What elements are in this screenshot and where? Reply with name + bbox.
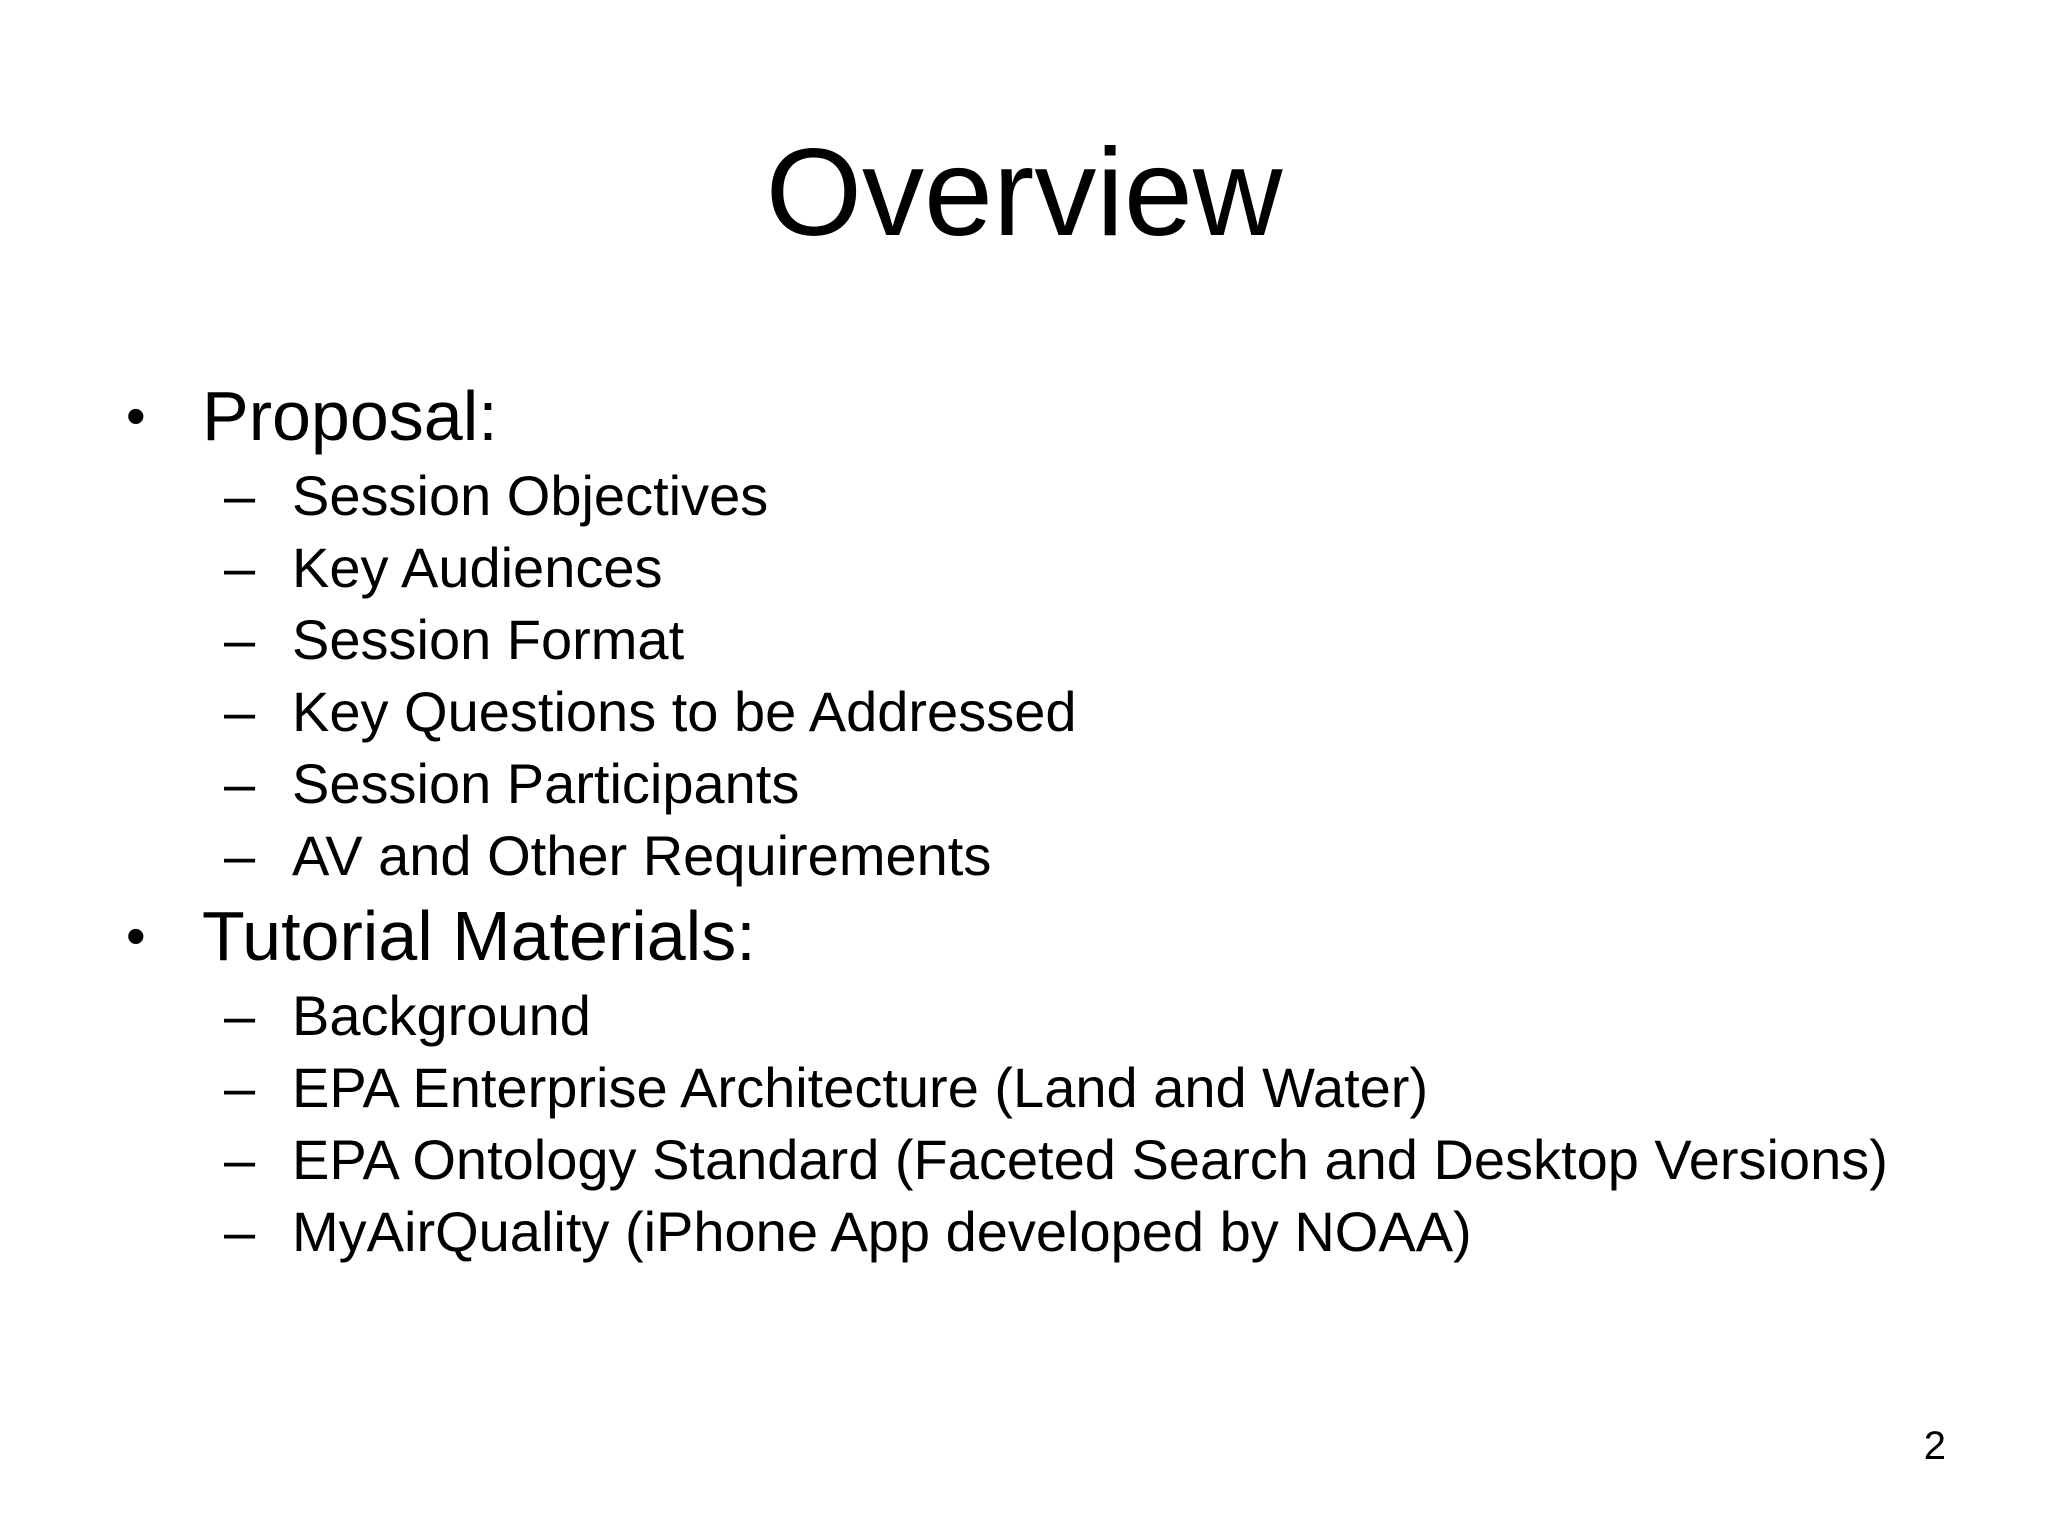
dash-marker: –	[224, 536, 256, 599]
bullet-text: Proposal:	[202, 377, 498, 455]
sub-bullet-text: Session Format	[292, 608, 685, 671]
dash-marker: –	[224, 680, 256, 743]
dash-marker: –	[224, 1128, 256, 1191]
sub-bullet-text: MyAirQuality (iPhone App developed by NOAA)	[292, 1200, 1472, 1263]
sub-bullet-text: Key Questions to be Addressed	[292, 680, 1077, 743]
dash-marker: –	[224, 1200, 256, 1263]
sub-bullet-text: Session Participants	[292, 752, 800, 815]
bullet-marker: •	[126, 904, 146, 967]
slide-title: Overview	[765, 124, 1283, 262]
dash-marker: –	[224, 608, 256, 671]
dash-marker: –	[224, 824, 256, 887]
sub-bullet-text: Background	[292, 984, 591, 1047]
page-number: 2	[1923, 1424, 1946, 1468]
sub-bullet-text: EPA Ontology Standard (Faceted Search and Desktop Versions)	[292, 1128, 1888, 1191]
dash-marker: –	[224, 752, 256, 815]
sub-bullet-text: Session Objectives	[292, 464, 769, 527]
sub-bullet-text: AV and Other Requirements	[292, 824, 992, 887]
dash-marker: –	[224, 1056, 256, 1119]
dash-marker: –	[224, 984, 256, 1047]
bullet-text: Tutorial Materials:	[202, 897, 756, 975]
sub-bullet-text: EPA Enterprise Architecture (Land and Water)	[292, 1056, 1429, 1119]
bullet-marker: •	[126, 384, 146, 447]
dash-marker: –	[224, 464, 256, 527]
sub-bullet-text: Key Audiences	[292, 536, 663, 599]
